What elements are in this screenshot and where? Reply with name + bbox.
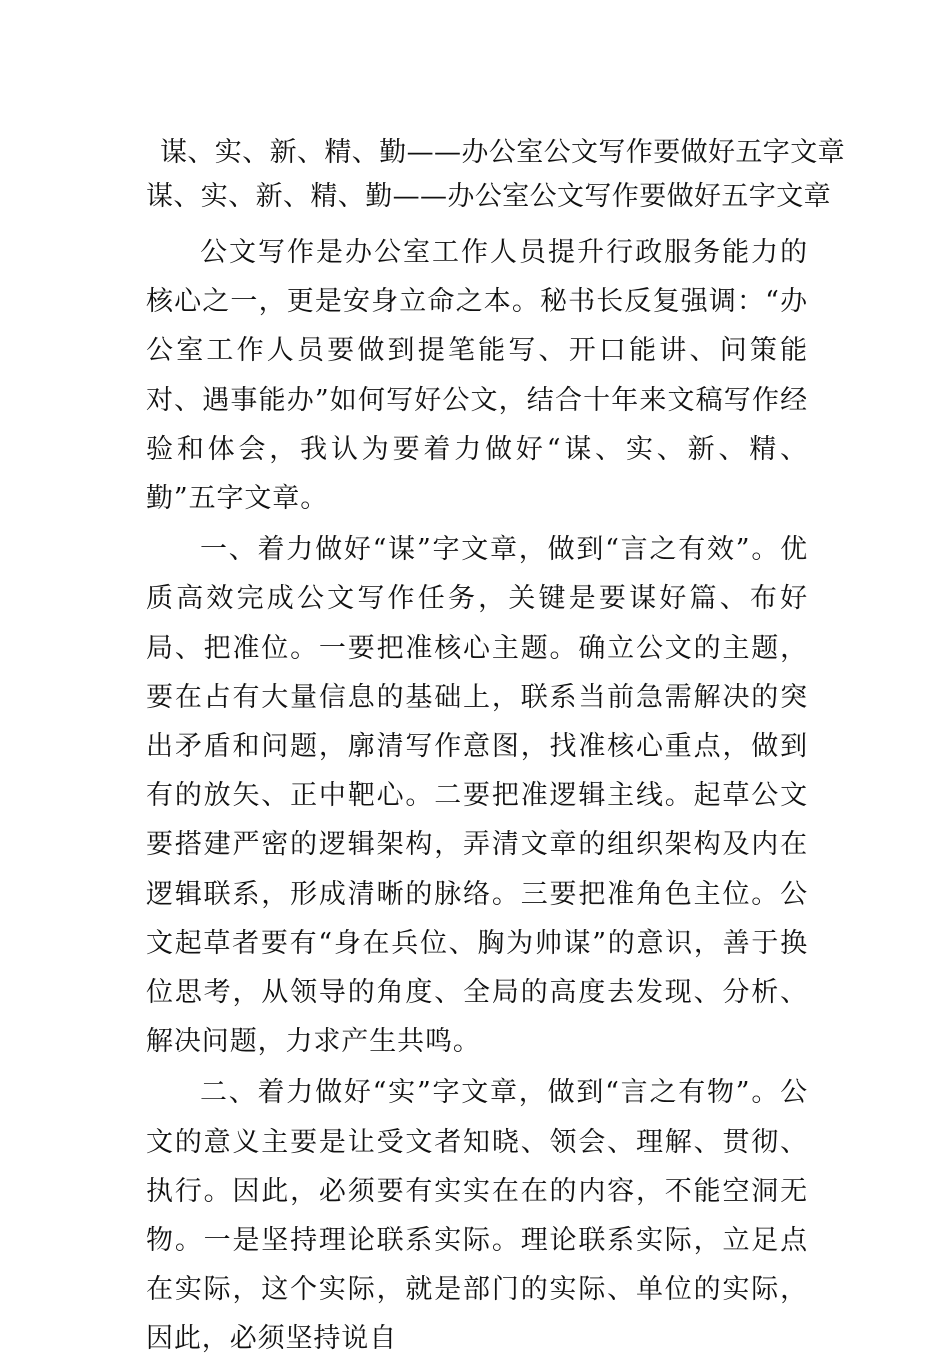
document-title-repeat: 谋、实、新、精、勤——办公室公文写作要做好五字文章 bbox=[146, 181, 831, 212]
paragraph-intro: 公文写作是办公室工作人员提升行政服务能力的核心之一，更是安身立命之本。秘书长反复强调：“办公室工作人员要做到提笔能写、开口能讲、问策能对、遇事能办”如何写好公文，结合十年来文稿写作经验和体会，我认为要着力做好“谋、实、新、精、勤”五字文章。 bbox=[146, 237, 808, 515]
document-body bbox=[146, 131, 845, 1364]
title-spacing bbox=[146, 219, 808, 228]
paragraph-section-one: 一、着力做好“谋”字文章，做到“言之有效”。优质高效完成公文写作任务，关键是要谋好篇、布好局、把准位。一要把准核心主题。确立公文的主题，要在占有大量信息的基础上，联系当前急需解决的突出矛盾和问题，廓清写作意图，找准核心重点，做到有的放矢、正中靶心。二要把准逻辑主线。起草公文要搭建严密的逻辑架构，弄清文章的组织架构及内在逻辑联系，形成清晰的脉络。三要把准角色主位。公文起草者要有“身在兵位、胸为帅谋”的意识，善于换位思考，从领导的角度、全局的高度去发现、分析、解决问题，力求产生共鸣。 bbox=[146, 534, 808, 1058]
paragraph-section-two: 二、着力做好“实”字文章，做到“言之有物”。公文的意义主要是让受文者知晓、领会、理解、贯彻、执行。因此，必须要有实实在在的内容，不能空洞无物。一是坚持理论联系实际。理论联系实际，立足点在实际，这个实际，就是部门的实际、单位的实际，因此，必须坚持说自 bbox=[146, 1077, 808, 1355]
document-title: 谋、实、新、精、勤——办公室公文写作要做好五字文章 bbox=[160, 137, 845, 168]
